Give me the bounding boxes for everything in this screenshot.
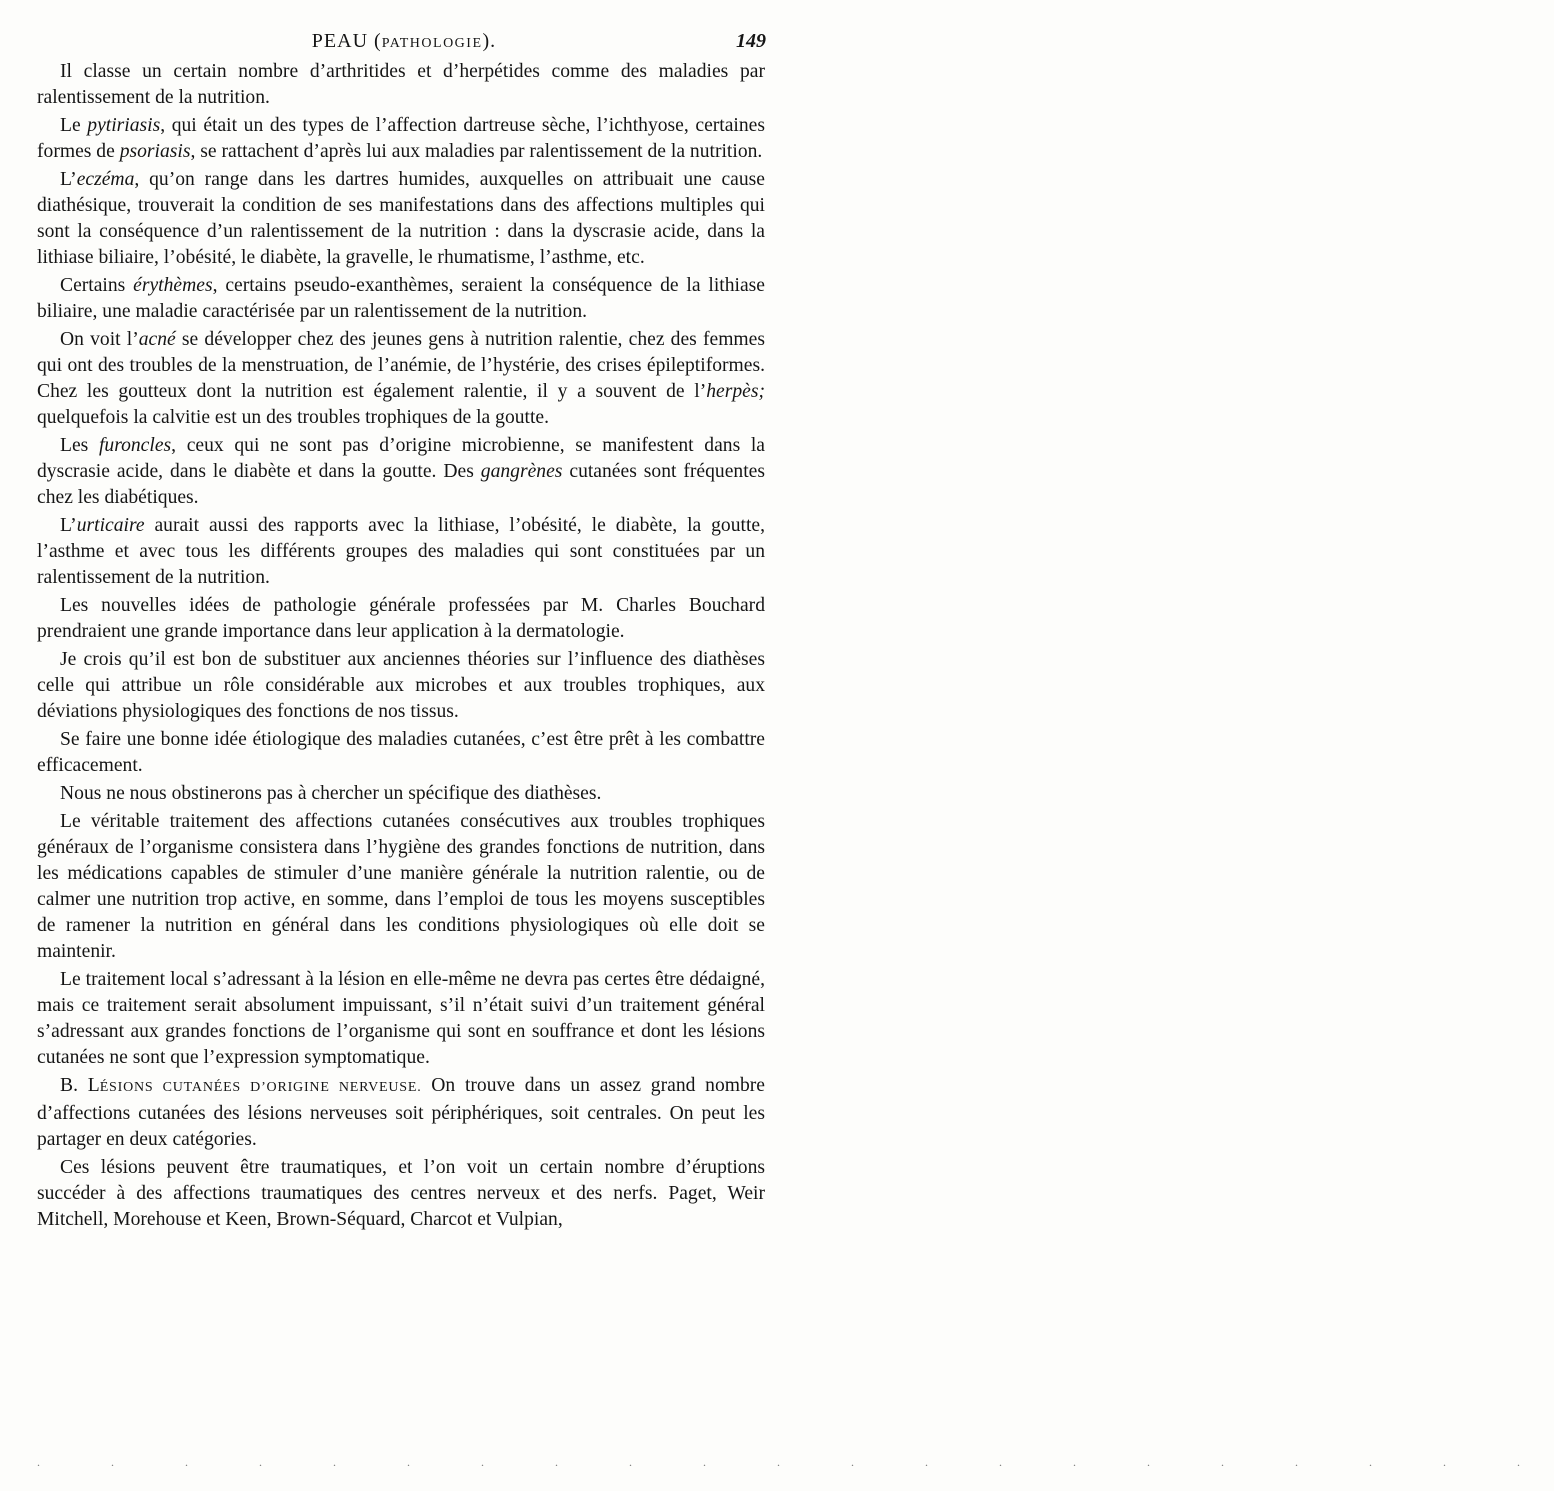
- paragraph-pytiriasis: [37, 113, 765, 165]
- paragraph-traumatiques: Ces lésions peuvent être traumatiques, et l’on voit un certain nombre d’éruptions succéder à des affections traumatiques des centres nerveux et des nerfs. Paget, Weir Mitchell, Morehouse et Keen, Brown-Séquard, Charcot et Vulpian,: [37, 1157, 765, 1230]
- text-run: L’: [60, 169, 77, 190]
- term-pytiriasis: pytiriasis: [87, 115, 161, 136]
- paragraph-acne: [37, 327, 765, 431]
- running-title-main: PEAU (: [311, 30, 382, 52]
- paragraph-eczema: [37, 167, 765, 271]
- section-heading-start: B. L: [60, 1075, 100, 1096]
- page-number: 149: [736, 30, 766, 52]
- term-gangrenes: gangrènes: [480, 461, 563, 482]
- paragraph-traitement-general: Le véritable traitement des affections cutanées consécutives aux troubles trophiques généraux de l’organisme consistera dans l’hygiène des grandes fonctions de nutrition, dans les médications capables de stimuler d’une manière générale la nutrition ralentie, ou de calmer une nutrition trop active, en somme, dans l’emploi de tous les moyens susceptibles de ramener la nutrition en général dans les conditions physiologiques où elle doit se maintenir.: [37, 811, 765, 962]
- text-run: , certains pseudo-exanthèmes, seraient la conséquence de la lithiase biliaire, une maladie caractérisée par un ralentissement de la nutrition.: [37, 275, 766, 322]
- body-text: [37, 59, 765, 1235]
- text-run: cutanées sont fréquentes chez les diabétiques.: [37, 461, 765, 508]
- term-psoriasis: psoriasis: [119, 141, 191, 162]
- term-furoncles: furoncles: [98, 435, 172, 456]
- term-eczema: eczéma: [76, 169, 135, 190]
- paragraph-etiologie: Se faire une bonne idée étiologique des maladies cutanées, c’est être prêt à les combattre efficacement.: [37, 729, 765, 776]
- paragraph-bouchard: Les nouvelles idées de pathologie générale professées par M. Charles Bouchard prendraient une grande importance dans leur application à la dermatologie.: [37, 595, 765, 642]
- running-title-subject: PATHOLOGIE: [381, 36, 483, 51]
- text-run: quelquefois la calvitie est un des troubles trophiques de la goutte.: [37, 407, 550, 428]
- paragraph-furoncles: [37, 433, 765, 511]
- paragraph-specifique: Nous ne nous obstinerons pas à chercher un spécifique des diathèses.: [60, 783, 602, 804]
- page-header: [40, 30, 768, 58]
- running-title: [40, 30, 768, 53]
- running-title-end: ).: [482, 30, 497, 52]
- bottom-dot-marks: . . . . . . . . . . . . . . . . . . . . .: [37, 1455, 1554, 1469]
- paragraph-urticaire: [37, 513, 765, 591]
- paragraph-traitement-local: Le traitement local s’adressant à la lésion en elle-même ne devra pas certes être dédaigné, mais ce traitement serait absolument impuissant, s’il n’était suivi d’un traitement général s’adressant aux grandes fonctions de l’organisme qui sont en souffrance et dont les lésions cutanées ne sont que l’expression symptomatique.: [37, 969, 765, 1068]
- text-run: L’: [60, 515, 77, 536]
- text-run: , se rattachent d’après lui aux maladies par ralentissement de la nutrition.: [190, 141, 763, 162]
- text-run: On trouve dans un assez grand nombre d’affections cutanées des lésions nerveuses soit périphériques, soit centrales. On peut les partager en deux catégories.: [37, 1075, 765, 1150]
- section-heading-smallcaps: ÉSIONS CUTANÉES D’ORIGINE NERVEUSE.: [99, 1080, 422, 1095]
- text-run: , qui était un des types de l’affection dartreuse sèche, l’ichthyose, certaines formes de: [37, 115, 765, 162]
- paragraph-diatheses-theories: Je crois qu’il est bon de substituer aux anciennes théories sur l’influence des diathèses celle qui attribue un rôle considérable aux microbes et aux troubles trophiques, aux déviations physiologiques des fonctions de nos tissus.: [37, 649, 765, 722]
- text-run: Les: [60, 435, 99, 456]
- paragraph-arthritides: Il classe un certain nombre d’arthritides et d’herpétides comme des maladies par ralentissement de la nutrition.: [37, 61, 765, 108]
- text-run: se développer chez des jeunes gens à nutrition ralentie, chez des femmes qui ont des troubles de la menstruation, de l’anémie, de l’hystérie, des crises épileptiformes. Chez les goutteux dont la nutrition est également ralentie, il y a souvent de l’: [37, 329, 765, 402]
- term-acne: acné: [138, 329, 176, 350]
- paragraph-lesions-nerveuses: [37, 1073, 765, 1153]
- term-erythemes: érythèmes: [133, 275, 213, 296]
- paragraph-erythemes: [37, 273, 765, 325]
- term-herpes: herpès;: [706, 381, 765, 402]
- text-run: , ceux qui ne sont pas d’origine microbienne, se manifestent dans la dyscrasie acide, dans le diabète et dans la goutte. Des: [37, 435, 765, 482]
- text-run: Certains: [60, 275, 134, 296]
- text-run: On voit l’: [60, 329, 139, 350]
- text-run: Le: [60, 115, 88, 136]
- text-run: aurait aussi des rapports avec la lithiase, l’obésité, le diabète, la goutte, l’asthme et avec tous les différents groupes des maladies qui sont constituées par un ralentissement de la nutrition.: [37, 515, 765, 588]
- text-run: , qu’on range dans les dartres humides, auxquelles on attribuait une cause diathésique, trouverait la condition de ses manifestations dans des affections multiples qui sont la conséquence d’un ralentissement de la nutrition : dans la dyscrasie acide, dans la lithiase biliaire, l’obésité, le diabète, la gravelle, le rhumatisme, l’asthme, etc.: [37, 169, 765, 268]
- term-urticaire: urticaire: [76, 515, 145, 536]
